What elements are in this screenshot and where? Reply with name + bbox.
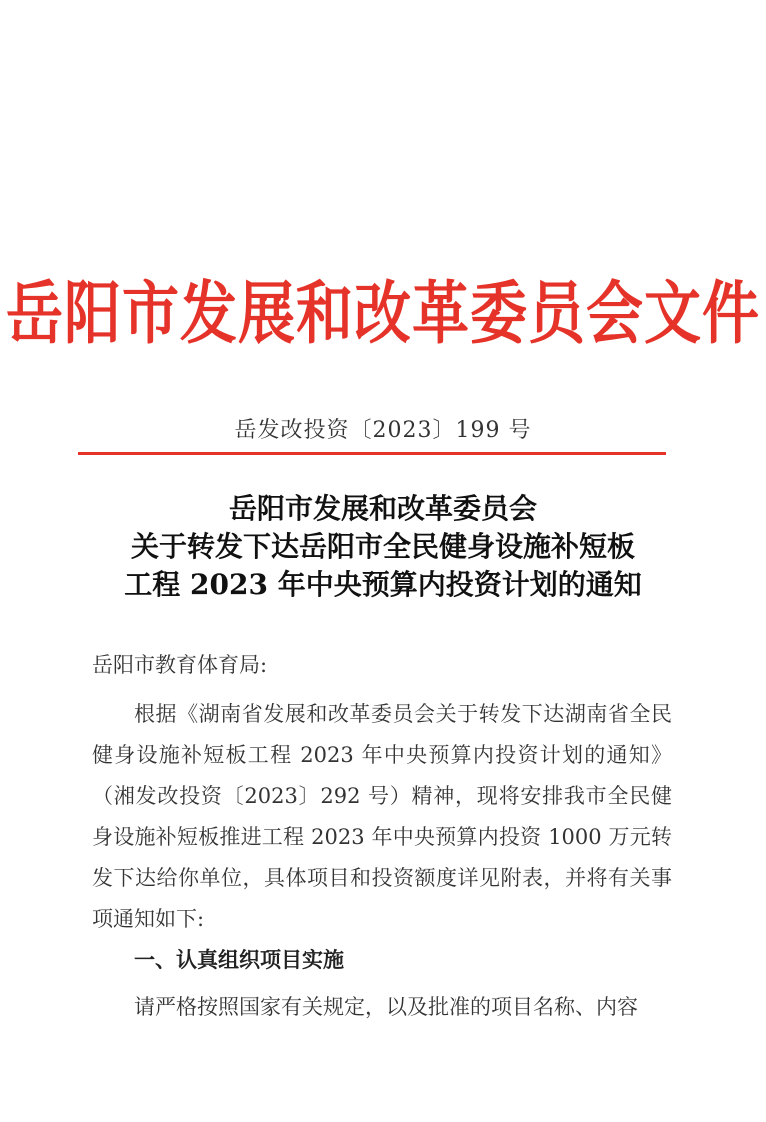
document-number: 岳发改投资〔2023〕199 号	[234, 418, 532, 443]
heading-line-2: 关于转发下达岳阳市全民健身设施补短板	[130, 530, 635, 563]
red-divider-line	[78, 452, 666, 455]
heading-line-3: 工程 2023 年中央预算内投资计划的通知	[124, 568, 642, 601]
document-body	[92, 650, 672, 1028]
notice-heading	[0, 490, 766, 604]
heading-line-1: 岳阳市发展和改革委员会	[228, 492, 537, 525]
paragraph-2: 请严格按照国家有关规定，以及批准的项目名称、内容	[134, 995, 638, 1019]
org-document-title: 岳阳市发展和改革委员会文件	[6, 274, 760, 354]
paragraph-1: 根据《湖南省发展和改革委员会关于转发下达湖南省全民健身设施补短板工程 2023 年中央预算内投资计划的通知》（湘发改投资〔2023〕292 号）精神，现将安排我市全民健身设施补短板推进工程 2023 年中央预算内投资 1000 万元转发下达给你单位，具体项目和投资额度详见附表，并将有关事项通知如下:	[92, 702, 672, 931]
section-heading-1: 一、认真组织项目实施	[134, 948, 344, 972]
addressee: 岳阳市教育体育局:	[92, 653, 268, 677]
